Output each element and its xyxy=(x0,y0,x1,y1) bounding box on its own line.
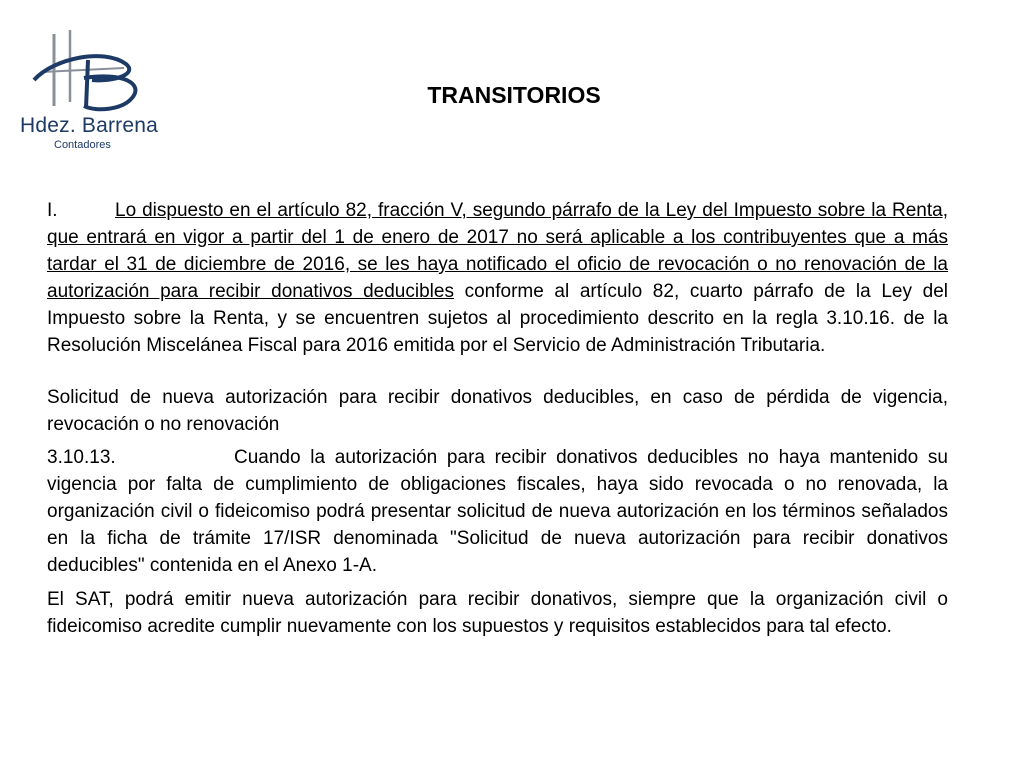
paragraph-transitory-1 xyxy=(47,197,948,359)
paragraph-sat: El SAT, podrá emitir nueva autorización para recibir donativos, siempre que la organización civil o fideicomiso acredite cumplir nuevamente con los supuestos y requisitos establecidos para tal efecto. xyxy=(47,589,948,637)
paragraph-rule-3-10-13 xyxy=(47,444,948,579)
logo-subtitle: Contadores xyxy=(54,139,111,151)
paragraph-text: conforme al artículo 82, cuarto párrafo de la Ley del Impuesto sobre la Renta, y se encuentren sujetos al procedimiento descrito en la regla 3.10.16. de la Resolución Miscelánea Fiscal para 2016 emitida por el Servicio de Administración Tributaria. xyxy=(47,281,948,356)
logo-name: Hdez. Barrena xyxy=(20,114,159,137)
rule-heading: Solicitud de nueva autorización para recibir donativos deducibles, en caso de pérdida de vigencia, revocación o no renovación xyxy=(47,387,948,435)
rule-text: Cuando la autorización para recibir donativos deducibles no haya mantenido su vigencia por falta de cumplimiento de obligaciones fiscales, haya sido revocada o no renovada, la organización civil o fideicomiso podrá presentar solicitud de nueva autorización en los términos señalados en la ficha de trámite 17/ISR denominada "Solicitud de nueva autorización para recibir donativos deducibles" contenida en el Anexo 1-A. xyxy=(47,447,948,576)
paragraph-number: I. xyxy=(47,200,58,221)
underlined-text: Lo dispuesto en el artículo 82, fracción V, segundo párrafo de la Ley del Impuesto sobre la Renta, que entrará en vigor a partir del 1 de enero de 2017 no será aplicable a los contribuyentes que a más tardar el 31 de diciembre de 2016, se les haya notificado el oficio de revocación o no renovación de la autorización para recibir donativos deducibles xyxy=(47,200,948,302)
rule-number: 3.10.13. xyxy=(47,447,116,468)
page-title: TRANSITORIOS xyxy=(427,82,601,108)
document-body xyxy=(47,197,948,640)
